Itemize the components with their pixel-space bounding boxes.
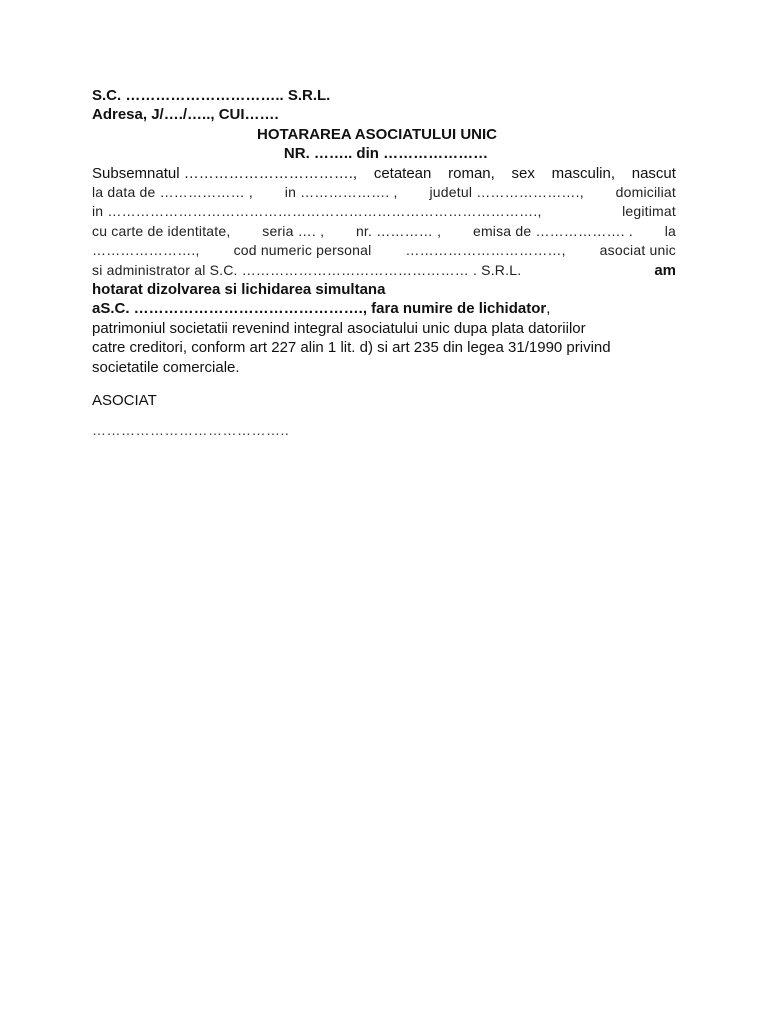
text-segment: in ………………. ,	[284, 184, 398, 201]
body-line-10: catre creditori, conform art 227 alin 1 lit. d) si art 235 din legea 31/1990 privind	[92, 339, 611, 357]
text-segment: domiciliat	[615, 184, 676, 201]
text-segment: am	[654, 261, 676, 279]
text-segment: seria …. ,	[262, 222, 325, 239]
text-segment: nr. ………… ,	[355, 222, 442, 239]
asociat-label: ASOCIAT	[92, 392, 157, 410]
document-title: HOTARAREA ASOCIATULUI UNIC	[257, 125, 497, 143]
document-body	[92, 86, 676, 438]
text-segment: la	[664, 222, 676, 239]
body-line-7: hotarat dizolvarea si lichidarea simultana	[92, 281, 386, 299]
body-line-11: societatile comerciale.	[92, 358, 240, 376]
company-line: S.C. ………………………….. S.R.L.	[92, 87, 331, 104]
text-segment: cod numeric personal	[233, 242, 372, 259]
text-segment: in ……………………………………………………………………………….,	[92, 203, 542, 220]
text-segment: masculin,	[551, 164, 615, 182]
text-segment: sex	[511, 164, 535, 182]
body-line-3	[92, 202, 676, 221]
text-segment: legitimat	[622, 203, 676, 220]
text-segment: roman,	[448, 164, 495, 182]
text-segment: la data de ……………… ,	[92, 184, 253, 201]
body-line-8	[92, 299, 676, 318]
text-segment: nascut	[631, 164, 676, 182]
text-segment: si administrator al S.C. ………………………………………… . S.R.L.	[92, 261, 522, 278]
body-line-5	[92, 241, 676, 260]
body-line-6	[92, 261, 676, 280]
text-segment: cetatean	[373, 164, 432, 182]
text-segment: emisa de ………………. .	[472, 222, 633, 239]
text-segment: aS.C. ………………………………………., fara numire de lichidator	[92, 300, 547, 318]
text-segment: ,	[546, 300, 551, 318]
text-segment: cu carte de identitate,	[92, 222, 231, 239]
body-line-9: patrimoniul societatii revenind integral asociatului unic dupa plata datoriilor	[92, 319, 586, 337]
body-line-2	[92, 183, 676, 202]
text-segment: asociat unic	[599, 242, 676, 259]
text-segment: ……………………………,	[405, 242, 566, 259]
signature-line: …………………………………..	[92, 422, 290, 439]
body-line-1	[92, 164, 676, 183]
text-segment: ………………….,	[92, 242, 200, 259]
address-line: Adresa, J/…./….., CUI…….	[92, 106, 279, 124]
text-segment: judetul ………………….,	[429, 184, 584, 201]
subsemnatul-text: Subsemnatul …………………………….,	[92, 164, 358, 182]
body-line-4	[92, 222, 676, 241]
document-number: NR. …….. din …………………	[283, 145, 489, 163]
